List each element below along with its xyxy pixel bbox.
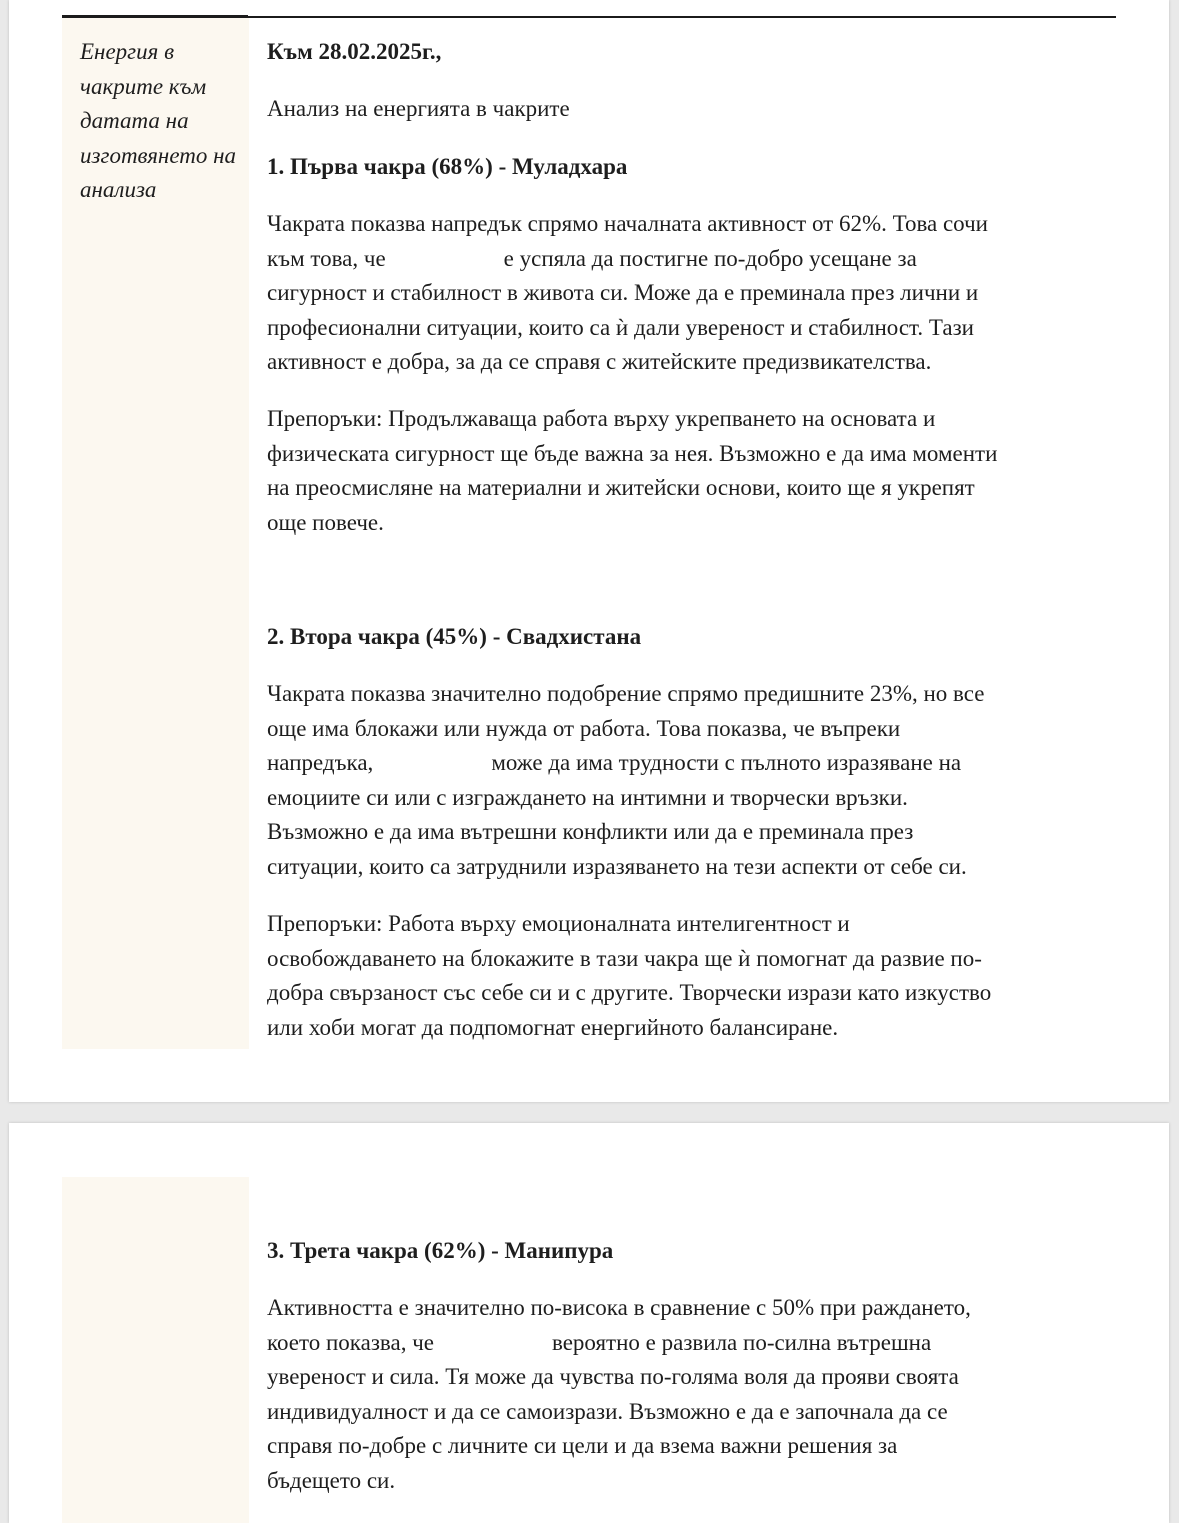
chakra-1-paragraph	[267, 207, 1127, 380]
redacted-name	[373, 751, 491, 773]
text-line: ситуации, които са затруднили изразяването на тези аспекти от себе си.	[267, 853, 967, 879]
chakra-2-paragraph	[267, 677, 1127, 885]
text-line: индивидуалност и да се самоизрази. Възможно е да е започнала да се	[267, 1398, 948, 1424]
text-line: освобождаването на блокажите в тази чакра ще ѝ помогнат да развие по-	[267, 945, 982, 971]
report-subtitle: Анализ на енергията в чакрите	[267, 96, 570, 121]
text-line: справя по-добре с личните си цели и да взема важни решения за	[267, 1433, 898, 1459]
sidebar-column	[62, 18, 249, 1049]
sidebar-column	[62, 1177, 249, 1523]
text-line: емоциите си или с изграждането на интимни и творчески връзки.	[267, 784, 908, 810]
chakra-2-recommendations	[267, 907, 1127, 1045]
text-line: още има блокажи или нужда от работа. Това показва, че въпреки	[267, 715, 901, 741]
text-line: увереност и сила. Тя може да чувства по-голяма воля да прояви своята	[267, 1364, 959, 1390]
chakra-3-paragraph	[267, 1291, 1127, 1499]
text-line: бъдещето си.	[267, 1467, 396, 1493]
text-line: професионални ситуации, които са ѝ дали увереност и стабилност. Тази	[267, 314, 974, 340]
content-header	[267, 35, 1127, 70]
text-line: напредъка, може да има трудности с пълното изразяване на	[267, 750, 962, 776]
text-line: Чакрата показва значително подобрение спрямо предишните 23%, но все	[267, 681, 985, 706]
text-line: Чакрата показва напредък спрямо началната активност от 62%. Това сочи	[267, 211, 988, 236]
text-line: добра свързаност със себе си и с другите. Творчески изрази като изкуство	[267, 980, 992, 1006]
text-line: сигурност и стабилност в живота си. Може да е преминала през лични и	[267, 280, 979, 306]
chakra-1-recommendations	[267, 402, 1127, 540]
text-line: Препоръки: Работа върху емоционалната интелигентност и	[267, 911, 850, 936]
text-line: което показва, че вероятно е развила по-силна вътрешна	[267, 1329, 932, 1355]
chakra-1-heading: 1. Първа чакра (68%) - Муладхара	[267, 154, 628, 179]
text-line: Препоръки: Продължаваща работа върху укрепването на основата и	[267, 406, 936, 431]
text-line: активност е добра, за да се справя с житейските предизвикателства.	[267, 349, 932, 375]
text-line: на преосмисляне на материални и житейски основи, които ще я укрепят	[267, 475, 975, 501]
text-line: Активността е значително по-висока в сравнение с 50% при раждането,	[267, 1295, 971, 1320]
text-line: физическата сигурност ще бъде важна за нея. Възможно е да има моменти	[267, 440, 998, 466]
report-date: Към 28.02.2025г.,	[267, 39, 442, 64]
chakra-3-heading: 3. Трета чакра (62%) - Манипура	[267, 1238, 614, 1263]
redacted-name	[386, 247, 504, 269]
text-line: още повече.	[267, 509, 384, 535]
sidebar-label: Енергия в чакрите към датата на изготвянето на анализа	[80, 39, 237, 202]
chakra-2-heading: 2. Втора чакра (45%) - Свадхистана	[267, 624, 642, 649]
document-page-1	[9, 0, 1169, 1102]
redacted-name	[434, 1331, 552, 1353]
document-page-2	[9, 1123, 1169, 1523]
text-line: към това, че е успяла да постигне по-добро усещане за	[267, 245, 917, 271]
text-line: или хоби могат да подпомогнат енергийното балансиране.	[267, 1014, 839, 1040]
text-line: Възможно е да има вътрешни конфликти или да е преминала през	[267, 819, 914, 845]
